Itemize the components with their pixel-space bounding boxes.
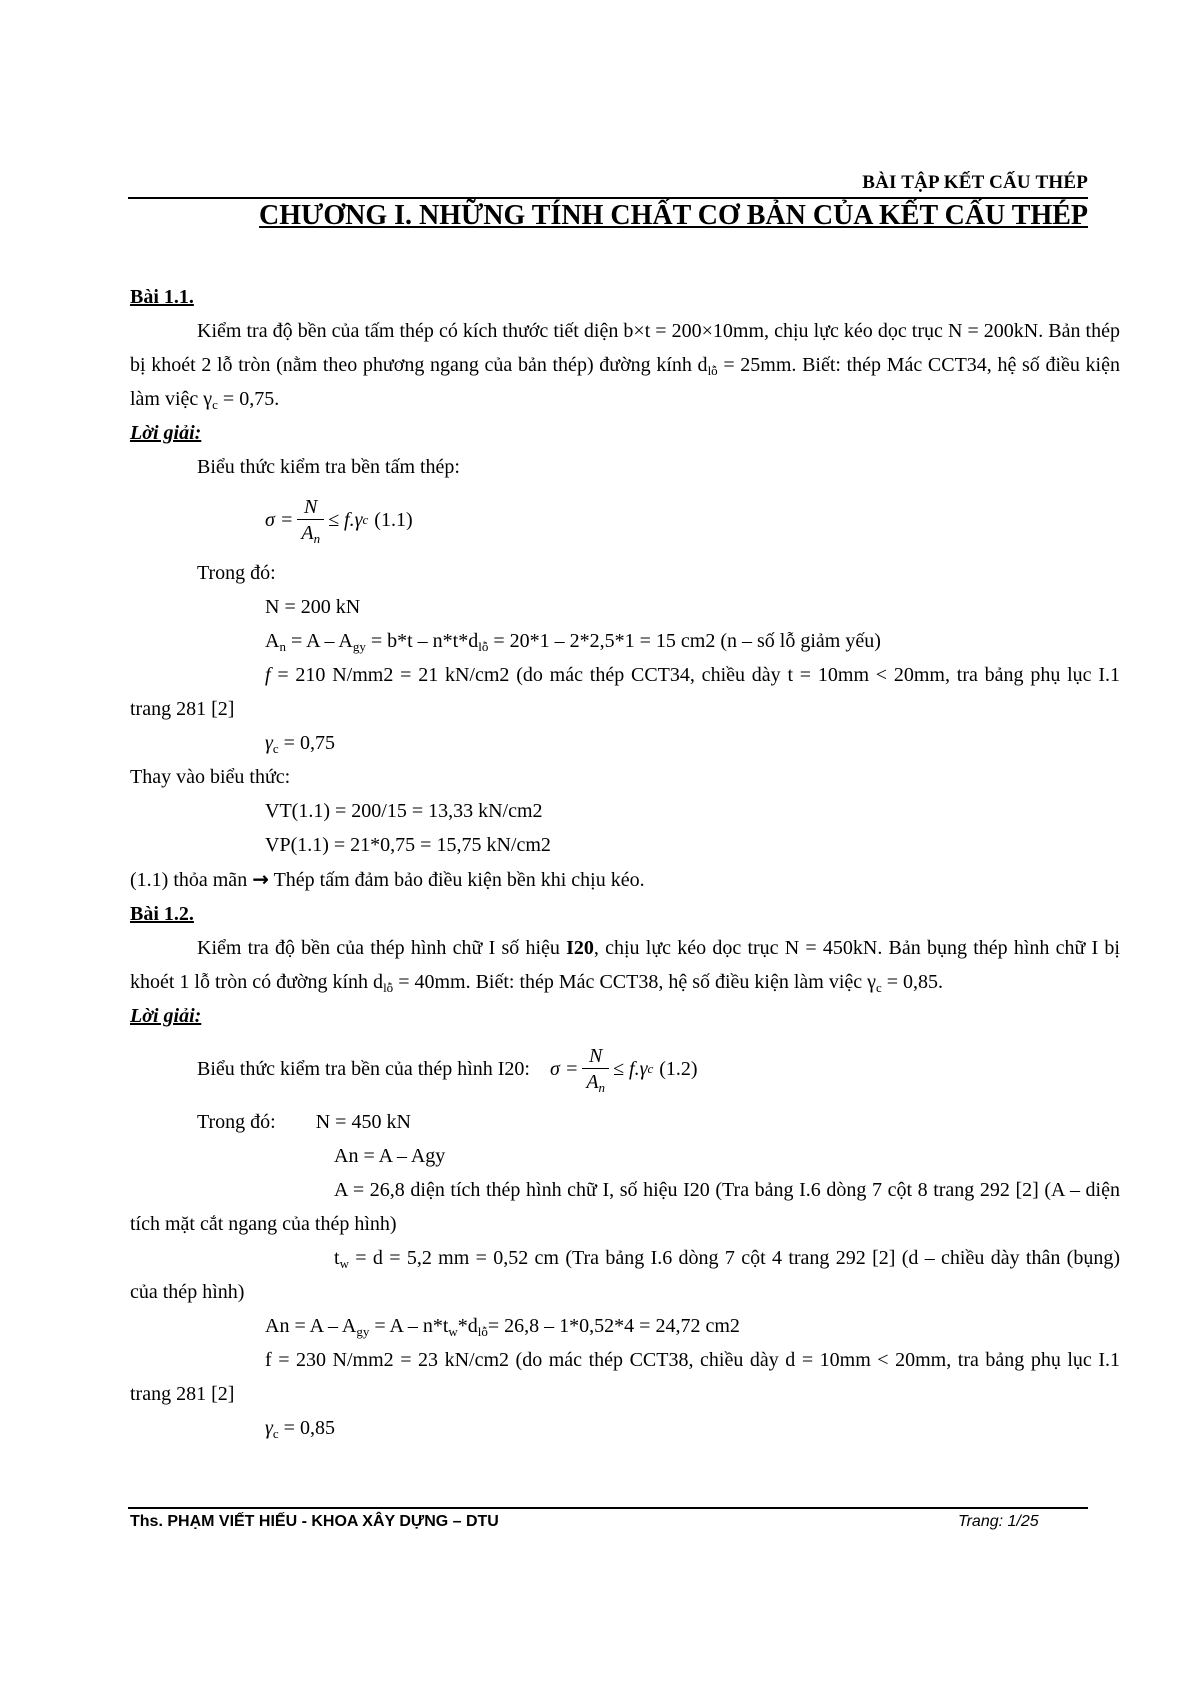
solution-label-1-2: Lời giải:: [130, 1005, 202, 1027]
gamma-value-1-2: $\gamma_c = 0,85$: [265, 1417, 335, 1441]
an-calc-1-1: $A_n = A - A_{gy} = b*t - n*t*d_{lỗ} = 20*1 - 2*2,5*1 = 15$ cm2 (n – số lỗ giảm yếu): [265, 630, 881, 654]
f-value-1-1: f = 210 N/mm2 = 21 kN/cm2 (do mác thép CCT34, chiều dày t = 10mm < 20mm, tra bảng phụ lục I.1 trang 281 [2]: [130, 664, 1120, 720]
an-def-1-2: An = A – Agy: [334, 1145, 446, 1167]
vt-1-1: VT(1.1) = 200/15 = 13,33 kN/cm2: [265, 800, 543, 822]
header-rule: [128, 197, 1088, 199]
n-value-1-1: N = 200 kN: [265, 596, 361, 618]
chapter-title: CHƯƠNG I. NHỮNG TÍNH CHẤT CƠ BẢN CỦA KẾT CẤU THÉP: [259, 200, 1088, 231]
vp-1-1: VP(1.1) = 21*0,75 = 15,75 kN/cm2: [265, 834, 551, 856]
where-n-1-2: Trong đó: N = 450 kN: [197, 1111, 411, 1133]
formula-1-1: σ = $\frac{N}{A_n}$ ≤ f.γ c (1.1): [265, 495, 413, 546]
exercise-1-1-problem: Kiểm tra độ bền của tấm thép có kích thước tiết diện b×t = 200×10mm, chịu lực kéo dọc trục N = 200kN. Bản thép bị khoét 2 lỗ tròn (nằm theo phương ngang của bản thép) đường kính $d_{lỗ} = 25mm$. Biết: thép Mác CCT34, hệ số điều kiện làm việc $\gamma_c = 0,75$.: [130, 320, 1120, 412]
conclusion-1-1: (1.1) thỏa mãn → Thép tấm đảm bảo điều kiện bền khi chịu kéo.: [130, 867, 645, 891]
exercise-heading-1-2: Bài 1.2.: [130, 903, 194, 925]
formula-1-2: Biểu thức kiểm tra bền của thép hình I20: σ = $\frac{N}{A_n}$ ≤ f.γ c (1.2): [197, 1044, 698, 1095]
tw-value-1-2: $t_w = d = 5,2$ mm = 0,52 cm (Tra bảng I.6 dòng 7 cột 4 trang 292 [2] (d – chiều dày thân (bụng) của thép hình): [130, 1247, 1120, 1303]
substitute-label-1-1: Thay vào biểu thức:: [130, 766, 291, 788]
exercise-1-2-problem: Kiểm tra độ bền của thép hình chữ I số hiệu I20, chịu lực kéo dọc trục N = 450kN. Bản bụng thép hình chữ I bị khoét 1 lỗ tròn có đường kính $d_{lỗ} = 40mm$. Biết: thép Mác CCT38, hệ số điều kiện làm việc $\gamma_c = 0,85$.: [130, 937, 1120, 995]
exercise-heading-1-1: Bài 1.1.: [130, 286, 194, 308]
a-value-1-2: A = 26,8 diện tích thép hình chữ I, số hiệu I20 (Tra bảng I.6 dòng 7 cột 8 trang 292 [2] (A – diện tích mặt cắt ngang của thép hình): [130, 1179, 1120, 1235]
footer-page-number: Trang: 1/25: [958, 1513, 1039, 1530]
footer-rule: [128, 1507, 1088, 1509]
page-body: [130, 280, 1120, 1445]
gamma-value-1-1: $\gamma_c = 0,75$: [265, 732, 335, 756]
solution-label-1-1: Lời giải:: [130, 422, 202, 444]
footer-author: Ths. PHẠM VIẾT HIẾU - KHOA XÂY DỰNG – DTU: [130, 1513, 499, 1530]
expr-intro-1-1: Biểu thức kiểm tra bền tấm thép:: [197, 456, 460, 478]
an-calc-1-2: $An = A - A_{gy} = A - n*t_w*d_{lỗ}= 26,8 - 1*0,52*4 = 24,72$ cm2: [265, 1315, 740, 1339]
right-arrow-icon: →: [252, 867, 269, 891]
f-value-1-2: f = 230 N/mm2 = 23 kN/cm2 (do mác thép CCT38, chiều dày d = 10mm < 20mm, tra bảng phụ lục I.1 trang 281 [2]: [130, 1349, 1120, 1405]
running-header: BÀI TẬP KẾT CẤU THÉP: [862, 172, 1088, 193]
where-label-1-1: Trong đó:: [197, 562, 276, 584]
